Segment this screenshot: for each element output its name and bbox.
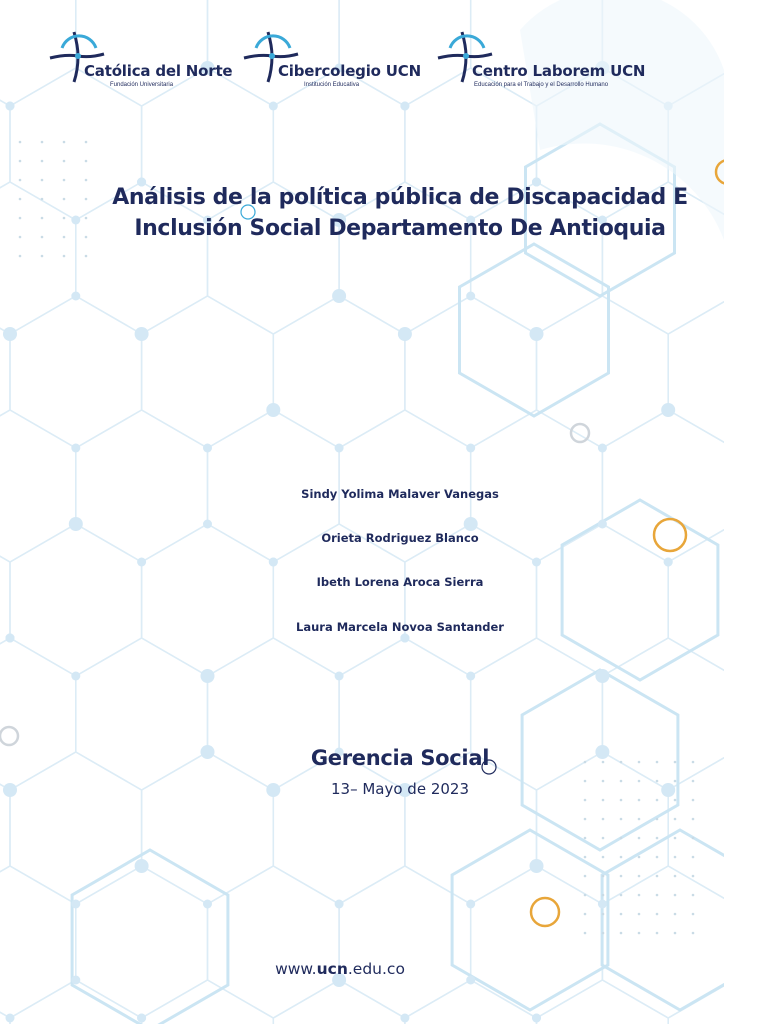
grey-ring-decoration bbox=[571, 424, 589, 442]
hexagon-decoration bbox=[142, 980, 274, 1024]
hexagon-decoration bbox=[142, 296, 274, 448]
dot-pattern-decoration bbox=[674, 837, 677, 840]
program-name: Gerencia Social bbox=[310, 746, 490, 770]
network-node-decoration bbox=[595, 669, 609, 683]
dot-pattern-decoration bbox=[85, 160, 88, 163]
dot-pattern-decoration bbox=[656, 894, 659, 897]
dot-pattern-decoration bbox=[692, 837, 695, 840]
website-url bbox=[240, 960, 440, 978]
dot-pattern-decoration bbox=[656, 837, 659, 840]
network-node-decoration bbox=[6, 102, 15, 111]
dot-pattern-decoration bbox=[584, 875, 587, 878]
hexagon-decoration bbox=[76, 866, 208, 1018]
dot-pattern-decoration bbox=[602, 894, 605, 897]
dot-pattern-decoration bbox=[620, 894, 623, 897]
network-node-decoration bbox=[203, 900, 212, 909]
hexagon-decoration bbox=[273, 524, 405, 676]
dot-pattern-decoration bbox=[638, 818, 641, 821]
network-node-decoration bbox=[266, 403, 280, 417]
dot-pattern-decoration bbox=[620, 799, 623, 802]
dot-pattern-decoration bbox=[674, 932, 677, 935]
dot-pattern-decoration bbox=[620, 818, 623, 821]
dot-pattern-decoration bbox=[19, 217, 22, 220]
dot-pattern-decoration bbox=[638, 837, 641, 840]
dot-pattern-decoration bbox=[85, 198, 88, 201]
network-node-decoration bbox=[203, 444, 212, 453]
dot-pattern-decoration bbox=[656, 932, 659, 935]
logo-subtitle: Fundación Universitaria bbox=[110, 82, 174, 88]
logo-subtitle: Educación para el Trabajo y el Desarrollo Humano bbox=[474, 82, 609, 88]
network-node-decoration bbox=[598, 748, 607, 757]
dot-pattern-decoration bbox=[63, 179, 66, 182]
network-node-decoration bbox=[530, 859, 544, 873]
dot-pattern-decoration bbox=[638, 799, 641, 802]
network-node-decoration bbox=[203, 748, 212, 757]
network-node-decoration bbox=[71, 900, 80, 909]
dot-pattern-decoration bbox=[63, 217, 66, 220]
dot-pattern-decoration bbox=[638, 875, 641, 878]
dot-pattern-decoration bbox=[63, 198, 66, 201]
network-node-decoration bbox=[201, 669, 215, 683]
dot-pattern-decoration bbox=[584, 780, 587, 783]
dot-pattern-decoration bbox=[656, 761, 659, 764]
logo-catolica-del-norte bbox=[48, 26, 233, 96]
dot-pattern-decoration bbox=[638, 894, 641, 897]
author-name: Ibeth Lorena Aroca Sierra bbox=[316, 575, 484, 589]
network-node-decoration bbox=[6, 634, 15, 643]
dot-pattern-decoration bbox=[692, 799, 695, 802]
network-node-decoration bbox=[466, 672, 475, 681]
dot-pattern-decoration bbox=[602, 856, 605, 859]
dot-pattern-decoration bbox=[620, 780, 623, 783]
network-node-decoration bbox=[269, 558, 278, 567]
dot-pattern-decoration bbox=[85, 255, 88, 258]
dot-pattern-decoration bbox=[41, 255, 44, 258]
dot-pattern-decoration bbox=[584, 837, 587, 840]
dot-pattern-decoration bbox=[638, 856, 641, 859]
dot-pattern-decoration bbox=[584, 932, 587, 935]
dot-pattern-decoration bbox=[602, 875, 605, 878]
document-date: 13– Mayo de 2023 bbox=[330, 780, 469, 798]
network-node-decoration bbox=[71, 672, 80, 681]
hexagon-decoration bbox=[0, 866, 76, 1018]
orange-ring-decoration bbox=[654, 519, 686, 551]
dot-pattern-decoration bbox=[692, 818, 695, 821]
dot-pattern-decoration bbox=[638, 780, 641, 783]
dot-pattern-decoration bbox=[584, 913, 587, 916]
network-node-decoration bbox=[335, 900, 344, 909]
dot-pattern-decoration bbox=[674, 894, 677, 897]
dot-pattern-decoration bbox=[602, 837, 605, 840]
dot-pattern-decoration bbox=[620, 761, 623, 764]
dot-pattern-decoration bbox=[656, 818, 659, 821]
dot-pattern-decoration bbox=[692, 894, 695, 897]
hexagon-decoration bbox=[76, 638, 208, 790]
hexagon-decoration bbox=[10, 296, 142, 448]
dot-pattern-decoration bbox=[41, 236, 44, 239]
dot-pattern-decoration bbox=[41, 160, 44, 163]
dot-pattern-decoration bbox=[620, 913, 623, 916]
hexagon-decoration bbox=[0, 410, 76, 562]
dot-pattern-decoration bbox=[19, 198, 22, 201]
network-node-decoration bbox=[71, 292, 80, 301]
hexagon-decoration bbox=[142, 752, 274, 904]
hexagon-decoration bbox=[273, 752, 405, 904]
hexagon-decoration bbox=[76, 410, 208, 562]
hexagon-decoration bbox=[537, 296, 669, 448]
network-node-decoration bbox=[530, 327, 544, 341]
hexagon-decoration bbox=[0, 524, 10, 676]
dot-pattern-decoration bbox=[85, 217, 88, 220]
network-node-decoration bbox=[6, 1014, 15, 1023]
dot-pattern-decoration bbox=[674, 780, 677, 783]
dot-pattern-decoration bbox=[674, 799, 677, 802]
author-name: Sindy Yolima Malaver Vanegas bbox=[301, 487, 499, 501]
hexagon-decoration bbox=[405, 752, 537, 904]
dot-pattern-decoration bbox=[19, 141, 22, 144]
hexagon-decoration bbox=[405, 524, 537, 676]
network-node-decoration bbox=[137, 558, 146, 567]
dot-pattern-decoration bbox=[674, 818, 677, 821]
logo-cibercolegio-ucn bbox=[242, 26, 422, 96]
network-node-decoration bbox=[71, 216, 80, 225]
network-node-decoration bbox=[3, 327, 17, 341]
dot-pattern-decoration bbox=[584, 856, 587, 859]
dot-pattern-decoration bbox=[85, 236, 88, 239]
dot-pattern-decoration bbox=[656, 856, 659, 859]
dot-pattern-decoration bbox=[584, 818, 587, 821]
dot-pattern-decoration bbox=[692, 856, 695, 859]
network-node-decoration bbox=[71, 444, 80, 453]
network-node-decoration bbox=[335, 292, 344, 301]
network-node-decoration bbox=[661, 403, 675, 417]
dot-pattern-decoration bbox=[692, 780, 695, 783]
hexagon-outline-decoration bbox=[72, 850, 228, 1024]
network-node-decoration bbox=[532, 558, 541, 567]
hexagon-decoration bbox=[0, 296, 10, 448]
logo-centro-laborem-ucn bbox=[436, 26, 656, 96]
dot-pattern-decoration bbox=[674, 875, 677, 878]
network-node-decoration bbox=[532, 1014, 541, 1023]
dot-pattern-decoration bbox=[85, 179, 88, 182]
dot-pattern-decoration bbox=[63, 141, 66, 144]
dot-pattern-decoration bbox=[692, 761, 695, 764]
dot-pattern-decoration bbox=[674, 761, 677, 764]
logo-subtitle: Institución Educativa bbox=[304, 82, 360, 88]
dot-pattern-decoration bbox=[63, 236, 66, 239]
hexagon-decoration bbox=[0, 752, 10, 904]
network-node-decoration bbox=[598, 444, 607, 453]
dot-pattern-decoration bbox=[41, 217, 44, 220]
dot-pattern-decoration bbox=[584, 894, 587, 897]
dot-pattern-decoration bbox=[620, 856, 623, 859]
dot-pattern-decoration bbox=[19, 255, 22, 258]
hexagon-decoration bbox=[537, 980, 669, 1024]
network-node-decoration bbox=[664, 558, 673, 567]
dot-pattern-decoration bbox=[19, 179, 22, 182]
network-node-decoration bbox=[466, 976, 475, 985]
network-node-decoration bbox=[661, 783, 675, 797]
dot-pattern-decoration bbox=[656, 875, 659, 878]
logo-name: Católica del Norte bbox=[84, 62, 233, 80]
dot-pattern-decoration bbox=[638, 932, 641, 935]
network-node-decoration bbox=[464, 517, 478, 531]
network-node-decoration bbox=[400, 102, 409, 111]
dot-pattern-decoration bbox=[19, 160, 22, 163]
network-node-decoration bbox=[71, 976, 80, 985]
hexagon-decoration bbox=[405, 296, 537, 448]
hexagon-decoration bbox=[602, 638, 724, 790]
network-node-decoration bbox=[135, 327, 149, 341]
hexagon-decoration bbox=[537, 524, 669, 676]
dot-pattern-decoration bbox=[63, 255, 66, 258]
network-node-decoration bbox=[598, 520, 607, 529]
dot-pattern-decoration bbox=[602, 780, 605, 783]
dot-pattern-decoration bbox=[674, 856, 677, 859]
network-node-decoration bbox=[466, 444, 475, 453]
hexagon-decoration bbox=[10, 524, 142, 676]
network-node-decoration bbox=[3, 783, 17, 797]
network-node-decoration bbox=[398, 327, 412, 341]
dot-pattern-decoration bbox=[602, 818, 605, 821]
dot-pattern-decoration bbox=[41, 179, 44, 182]
dot-pattern-decoration bbox=[63, 160, 66, 163]
network-node-decoration bbox=[269, 102, 278, 111]
dot-pattern-decoration bbox=[620, 837, 623, 840]
network-node-decoration bbox=[135, 859, 149, 873]
hexagon-decoration bbox=[0, 638, 76, 790]
dot-pattern-decoration bbox=[638, 913, 641, 916]
network-node-decoration bbox=[335, 672, 344, 681]
document-title bbox=[90, 182, 710, 244]
dot-pattern-decoration bbox=[602, 913, 605, 916]
hexagon-decoration bbox=[10, 752, 142, 904]
dot-pattern-decoration bbox=[19, 236, 22, 239]
dot-pattern-decoration bbox=[620, 875, 623, 878]
network-node-decoration bbox=[598, 900, 607, 909]
dot-pattern-decoration bbox=[41, 198, 44, 201]
dot-pattern-decoration bbox=[41, 141, 44, 144]
network-node-decoration bbox=[400, 634, 409, 643]
dot-pattern-decoration bbox=[620, 932, 623, 935]
author-name: Laura Marcela Novoa Santander bbox=[296, 620, 504, 634]
network-node-decoration bbox=[69, 517, 83, 531]
website-brand: ucn bbox=[316, 960, 348, 978]
dot-pattern-decoration bbox=[602, 932, 605, 935]
hexagon-decoration bbox=[0, 182, 76, 334]
website-prefix: www. bbox=[275, 960, 317, 978]
hexagon-decoration bbox=[471, 866, 603, 1018]
orange-ring-decoration bbox=[531, 898, 559, 926]
hexagon-decoration bbox=[668, 296, 724, 448]
dot-pattern-decoration bbox=[638, 761, 641, 764]
logo-name: Centro Laborem UCN bbox=[472, 62, 646, 80]
dot-pattern-decoration bbox=[584, 761, 587, 764]
logo-name: Cibercolegio UCN bbox=[278, 62, 421, 80]
dot-pattern-decoration bbox=[602, 799, 605, 802]
title-line-1: Análisis de la política pública de Discapacidad E bbox=[112, 185, 688, 210]
network-node-decoration bbox=[400, 1014, 409, 1023]
author-name: Orieta Rodriguez Blanco bbox=[321, 531, 479, 545]
dot-pattern-decoration bbox=[692, 875, 695, 878]
dot-pattern-decoration bbox=[656, 780, 659, 783]
network-node-decoration bbox=[335, 444, 344, 453]
dot-pattern-decoration bbox=[85, 141, 88, 144]
dot-pattern-decoration bbox=[692, 932, 695, 935]
network-node-decoration bbox=[466, 900, 475, 909]
grey-ring-decoration bbox=[0, 727, 18, 745]
hexagon-decoration bbox=[142, 524, 274, 676]
hexagon-decoration bbox=[273, 296, 405, 448]
dot-pattern-decoration bbox=[656, 799, 659, 802]
title-line-2: Inclusión Social Departamento De Antioquia bbox=[134, 216, 666, 241]
network-node-decoration bbox=[466, 292, 475, 301]
hexagon-decoration bbox=[668, 524, 724, 676]
dot-pattern-decoration bbox=[674, 913, 677, 916]
dot-pattern-decoration bbox=[584, 799, 587, 802]
network-node-decoration bbox=[137, 1014, 146, 1023]
website-suffix: .edu.co bbox=[347, 960, 405, 978]
hexagon-decoration bbox=[0, 68, 10, 220]
page-margin bbox=[724, 0, 768, 1024]
dot-pattern-decoration bbox=[602, 761, 605, 764]
network-node-decoration bbox=[203, 520, 212, 529]
dot-pattern-decoration bbox=[656, 913, 659, 916]
dot-pattern-decoration bbox=[692, 913, 695, 916]
